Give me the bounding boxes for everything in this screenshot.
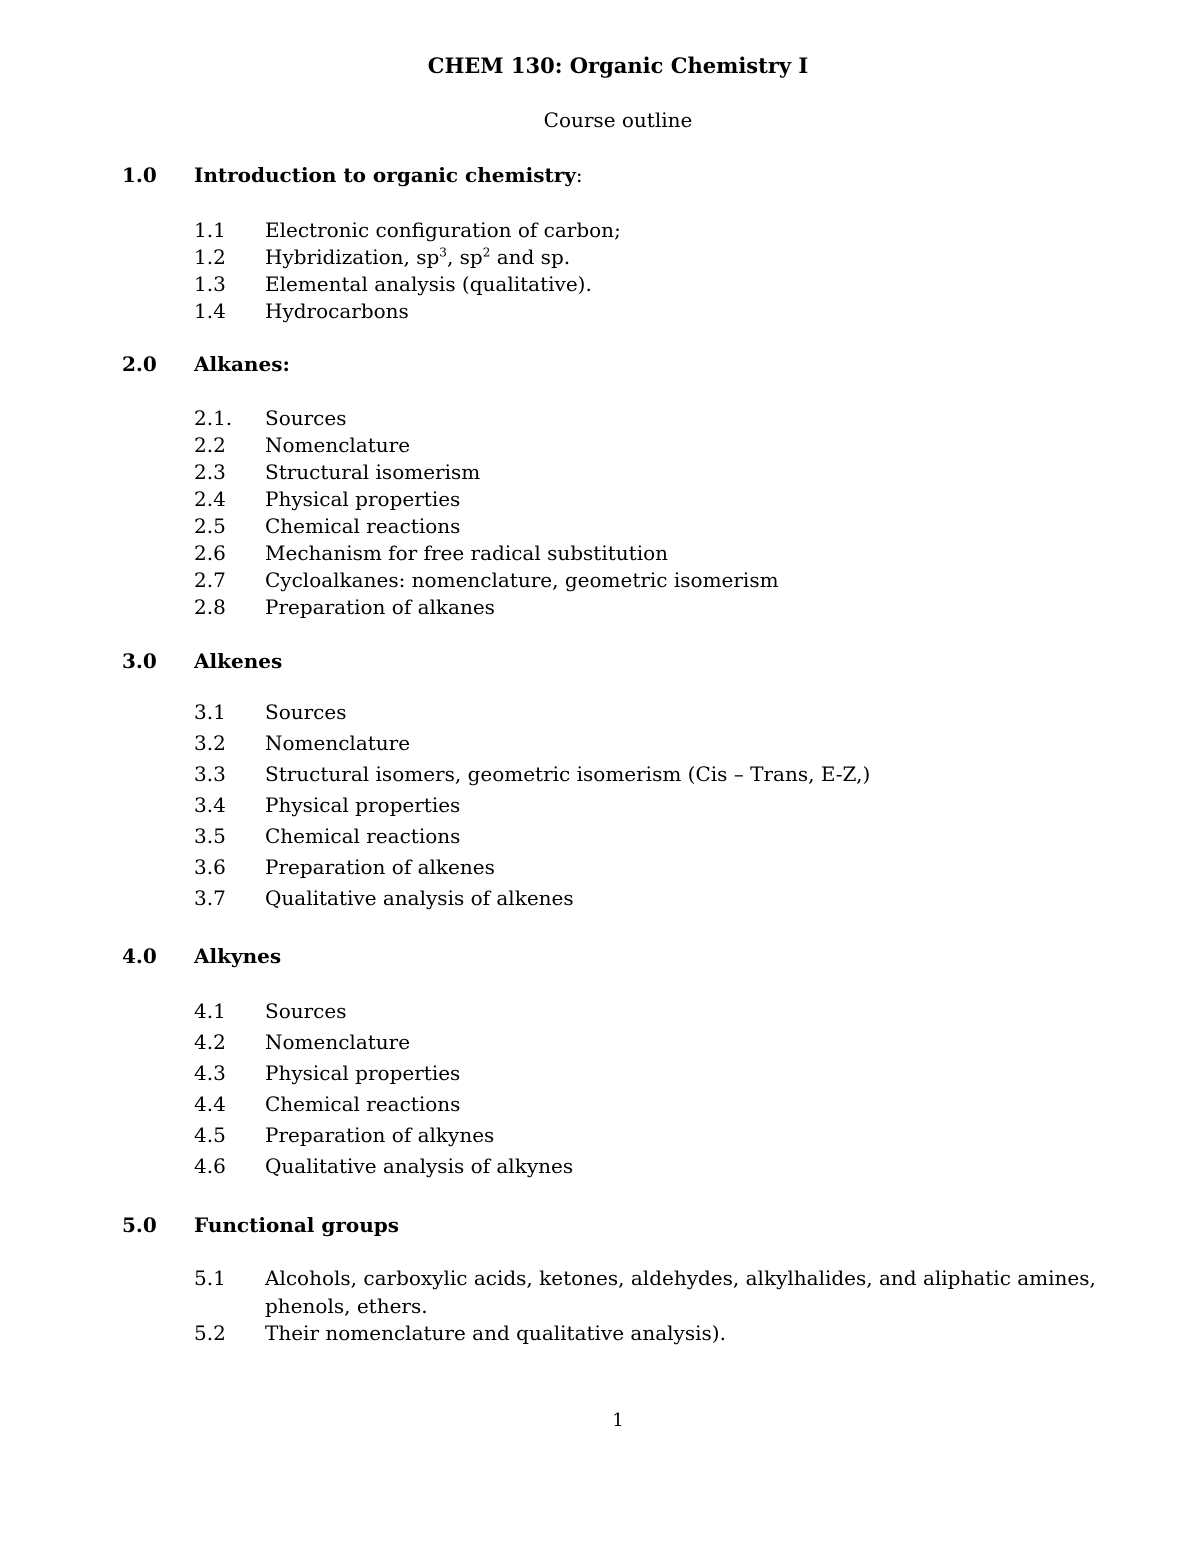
superscript: 3 [439, 245, 447, 260]
item-number: 1.1 [194, 218, 226, 242]
section-title: Alkenes [194, 649, 283, 673]
item-text: Physical properties [265, 1061, 461, 1085]
item-number: 4.2 [194, 1030, 226, 1054]
item-number: 4.6 [194, 1154, 226, 1178]
section-number: 2.0 [122, 352, 157, 376]
item-number: 2.7 [194, 568, 226, 592]
section-number: 1.0 [122, 163, 157, 187]
item-number: 4.5 [194, 1123, 226, 1147]
item-text: Qualitative analysis of alkynes [265, 1154, 574, 1178]
item-number: 5.2 [194, 1321, 226, 1345]
item-number: 2.6 [194, 541, 226, 565]
item-number: 5.1 [194, 1266, 226, 1290]
item-number: 2.8 [194, 595, 226, 619]
item-number: 3.5 [194, 824, 226, 848]
item-text: Elemental analysis (qualitative). [265, 272, 592, 296]
item-number: 2.3 [194, 460, 226, 484]
item-number: 3.4 [194, 793, 226, 817]
item-text: Preparation of alkenes [265, 855, 495, 879]
item-text: Preparation of alkanes [265, 595, 495, 619]
item-number: 3.7 [194, 886, 226, 910]
superscript: 2 [482, 245, 491, 260]
item-text: Sources [265, 999, 347, 1023]
document-subtitle: Course outline [543, 108, 693, 132]
item-number: 4.4 [194, 1092, 226, 1116]
item-text: Mechanism for free radical substitution [265, 541, 669, 565]
section-number: 5.0 [122, 1213, 157, 1237]
item-number: 2.4 [194, 487, 226, 511]
item-text: Structural isomerism [265, 460, 481, 484]
section-title [194, 163, 583, 187]
item-text: Chemical reactions [265, 824, 461, 848]
item-number: 4.1 [194, 999, 226, 1023]
section-title: Functional groups [194, 1213, 399, 1237]
item-text: Nomenclature [265, 433, 411, 457]
item-number: 2.5 [194, 514, 226, 538]
item-text: Cycloalkanes: nomenclature, geometric isomerism [265, 568, 779, 592]
item-text-continued: phenols, ethers. [265, 1294, 428, 1318]
item-text-part: , sp [446, 245, 483, 269]
item-number: 1.2 [194, 245, 226, 269]
item-text-part: and sp. [490, 245, 571, 269]
item-text: Their nomenclature and qualitative analysis). [265, 1321, 726, 1345]
item-text: Preparation of alkynes [265, 1123, 495, 1147]
item-number: 3.1 [194, 700, 226, 724]
item-text: Nomenclature [265, 731, 411, 755]
item-text [265, 245, 570, 269]
item-text: Structural isomers, geometric isomerism (Cis – Trans, E-Z,) [265, 762, 871, 786]
item-number: 2.1. [194, 406, 233, 430]
section-number: 3.0 [122, 649, 157, 673]
item-number: 3.3 [194, 762, 226, 786]
item-number: 1.4 [194, 299, 226, 323]
item-number: 4.3 [194, 1061, 226, 1085]
page-number: 1 [612, 1410, 624, 1431]
item-text-part: Hybridization, sp [265, 245, 440, 269]
document-title: CHEM 130: Organic Chemistry I [427, 53, 809, 78]
item-text: Sources [265, 406, 347, 430]
section-title: Alkynes [194, 944, 282, 968]
item-text: Qualitative analysis of alkenes [265, 886, 574, 910]
item-text: Sources [265, 700, 347, 724]
item-number: 1.3 [194, 272, 226, 296]
section-number: 4.0 [122, 944, 157, 968]
section-title: Alkanes: [194, 352, 290, 376]
item-number: 3.2 [194, 731, 226, 755]
item-text: Chemical reactions [265, 1092, 461, 1116]
item-text: Alcohols, carboxylic acids, ketones, aldehydes, alkylhalides, and aliphatic amines, [265, 1266, 1096, 1290]
item-text: Physical properties [265, 487, 461, 511]
section-title-suffix: : [575, 163, 583, 187]
item-text: Electronic configuration of carbon; [265, 218, 621, 242]
item-number: 2.2 [194, 433, 226, 457]
item-text: Nomenclature [265, 1030, 411, 1054]
item-text: Physical properties [265, 793, 461, 817]
item-number: 3.6 [194, 855, 226, 879]
item-text: Hydrocarbons [265, 299, 409, 323]
item-text: Chemical reactions [265, 514, 461, 538]
section-title-text: Introduction to organic chemistry [194, 163, 576, 187]
